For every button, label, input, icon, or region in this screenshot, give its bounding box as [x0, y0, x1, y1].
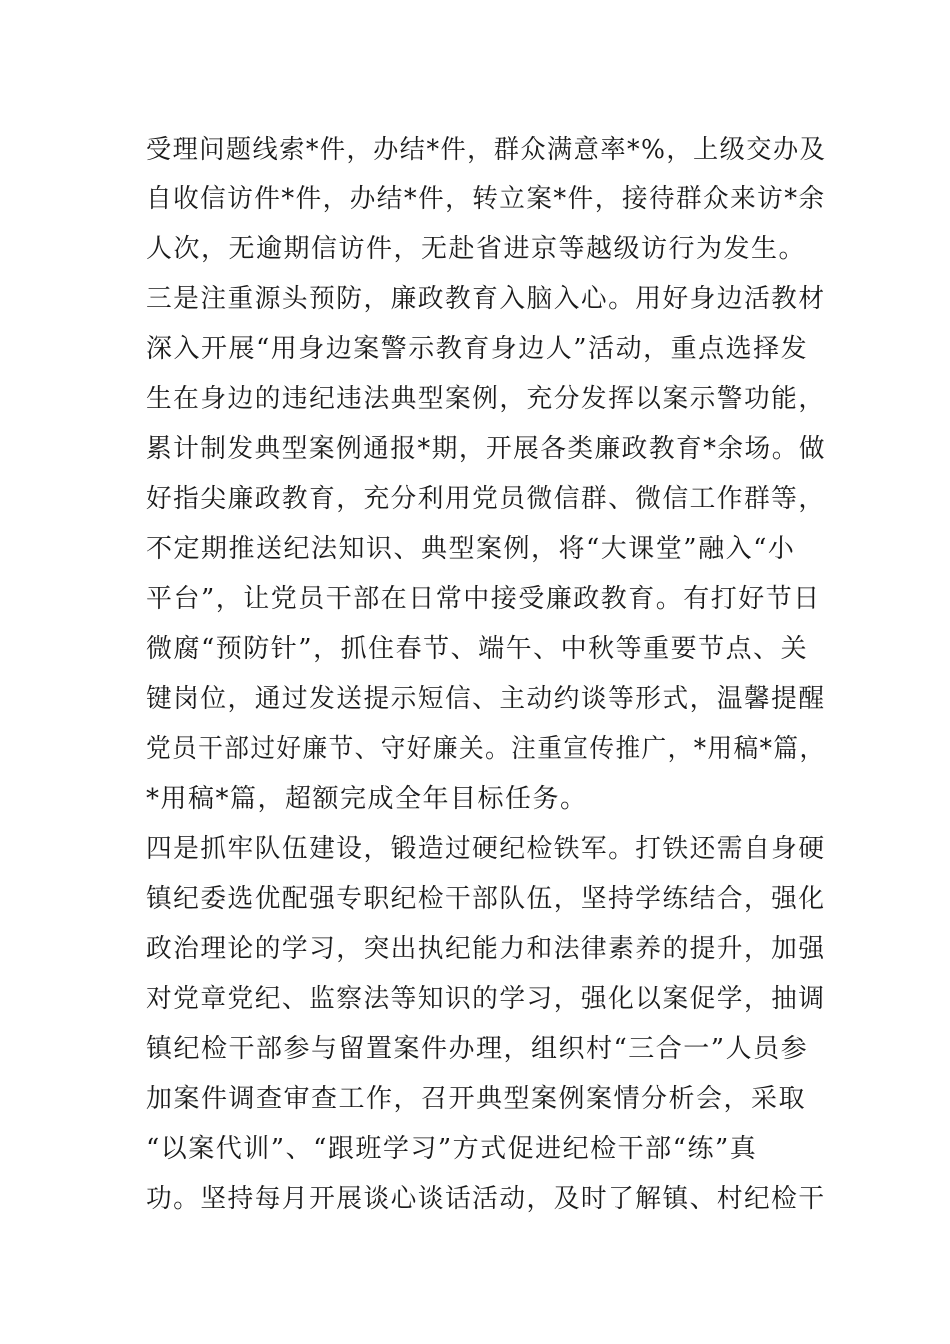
- text-line-18: 对党章党纪、监察法等知识的学习，强化以案促学，抽调: [146, 984, 826, 1014]
- text-line-8: 好指尖廉政教育，充分利用党员微信群、微信工作群等，: [146, 484, 826, 514]
- text-line-9: 不定期推送纪法知识、典型案例，将“大课堂”融入“小: [146, 534, 796, 564]
- text-line-1: 受理问题线索*件，办结*件，群众满意率*%，上级交办及: [146, 135, 827, 165]
- text-line-10: 平台”，让党员干部在日常中接受廉政教育。有打好节日: [146, 584, 821, 614]
- text-line-19: 镇纪检干部参与留置案件办理，组织村“三合一”人员参: [146, 1034, 809, 1064]
- text-line-2: 自收信访件*件，办结*件，转立案*件，接待群众来访*余: [146, 184, 826, 214]
- text-line-22: 功。坚持每月开展谈心谈话活动，及时了解镇、村纪检干: [146, 1184, 826, 1214]
- text-line-7: 累计制发典型案例通报*期，开展各类廉政教育*余场。做: [146, 434, 826, 464]
- text-line-16: 镇纪委选优配强专职纪检干部队伍，坚持学练结合，强化: [146, 884, 826, 914]
- text-line-21: “以案代训”、“跟班学习”方式促进纪检干部“练”真: [146, 1134, 758, 1164]
- text-line-5: 深入开展“用身边案警示教育身边人”活动，重点选择发: [146, 334, 809, 364]
- text-line-15: 四是抓牢队伍建设，锻造过硬纪检铁军。打铁还需自身硬: [146, 834, 826, 864]
- text-line-17: 政治理论的学习，突出执纪能力和法律素养的提升，加强: [146, 934, 826, 964]
- text-line-12: 键岗位，通过发送提示短信、主动约谈等形式，温馨提醒: [146, 684, 826, 714]
- text-line-4: 三是注重源头预防，廉政教育入脑入心。用好身边活教材: [146, 284, 826, 314]
- text-line-13: 党员干部过好廉节、守好廉关。注重宣传推广，*用稿*篇，: [146, 734, 826, 764]
- text-line-3: 人次，无逾期信访件，无赴省进京等越级访行为发生。: [146, 234, 807, 264]
- text-line-11: 微腐“预防针”，抓住春节、端午、中秋等重要节点、关: [146, 634, 809, 664]
- text-line-14: *用稿*篇，超额完成全年目标任务。: [146, 784, 588, 814]
- text-line-6: 生在身边的违纪违法典型案例，充分发挥以案示警功能，: [146, 384, 826, 414]
- text-line-20: 加案件调查审查工作，召开典型案例案情分析会，采取: [146, 1084, 807, 1114]
